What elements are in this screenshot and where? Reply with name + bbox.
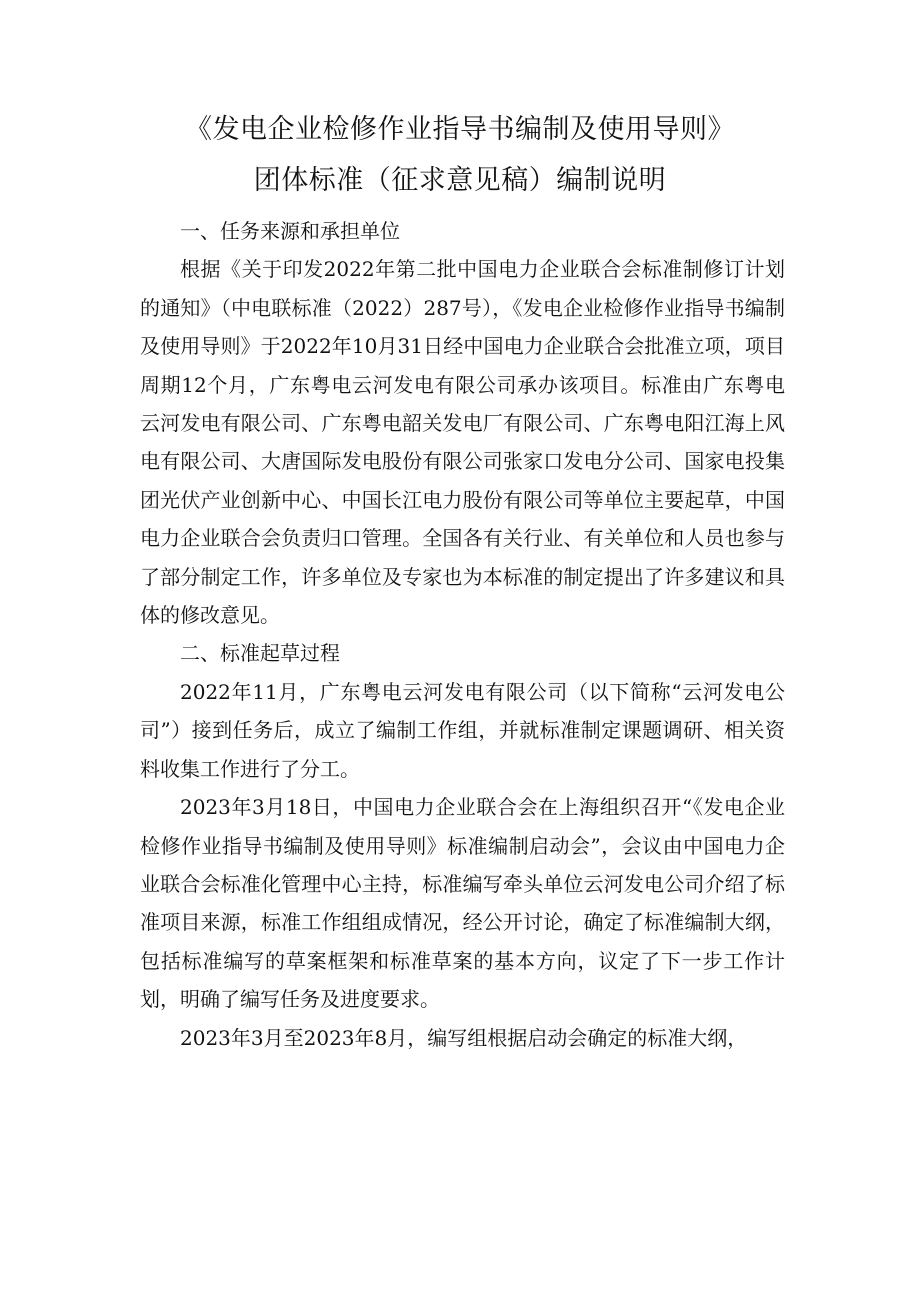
document-body	[140, 212, 785, 1057]
section-2-heading: 二、标准起草过程	[180, 641, 340, 666]
section-2-paragraph-3: 2023年3月至2023年8月，编写组根据启动会确定的标准大纲，	[180, 1025, 748, 1050]
section-1-paragraph: 根据《关于印发2022年第二批中国电力企业联合会标准制修订计划的通知》（中电联标准（2022）287号），《发电企业检修作业指导书编制及使用导则》于2022年10月31日经中国电力企业联合会批准立项，项目周期12个月，广东粤电云河发电有限公司承办该项目。标准由广东粤电云河发电有限公司、广东粤电韶关发电厂有限公司、广东粤电阳江海上风电有限公司、大唐国际发电股份有限公司张家口发电分公司、国家电投集团光伏产业创新中心、中国长江电力股份有限公司等单位主要起草，中国电力企业联合会负责归口管理。全国各有关行业、有关单位和人员也参与了部分制定工作，许多单位及专家也为本标准的制定提出了许多建议和具体的修改意见。	[140, 257, 785, 628]
document-title-line-1: 《发电企业检修作业指导书编制及使用导则》	[185, 114, 735, 145]
section-1-heading: 一、任务来源和承担单位	[180, 219, 400, 243]
section-2-paragraph-1: 2022年11月，广东粤电云河发电有限公司（以下简称“云河发电公司”）接到任务后，成立了编制工作组，并就标准制定课题调研、相关资料收集工作进行了分工。	[140, 679, 785, 781]
document-title-line-2: 团体标准（征求意见稿）编制说明	[253, 165, 667, 196]
section-2-paragraph-2: 2023年3月18日，中国电力企业联合会在上海组织召开“《发电企业检修作业指导书编制及使用导则》标准编制启动会”，会议由中国电力企业联合会标准化管理中心主持，标准编写牵头单位云河发电公司介绍了标准项目来源，标准工作组组成情况，经公开讨论，确定了标准编制大纲，包括标准编写的草案框架和标准草案的基本方向，议定了下一步工作计划，明确了编写任务及进度要求。	[140, 795, 785, 1012]
